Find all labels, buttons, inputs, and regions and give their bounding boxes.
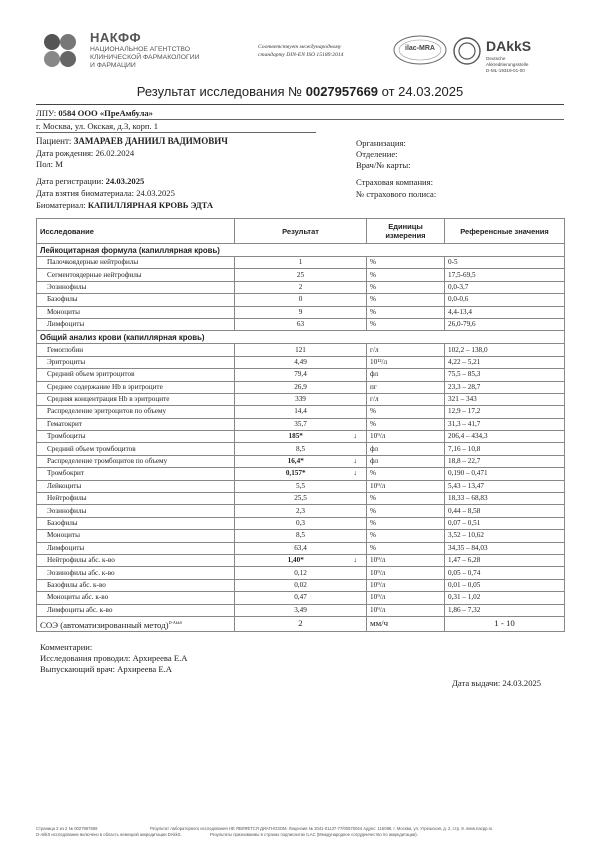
sex-line <box>36 159 63 169</box>
title-prefix: Результат исследования № <box>136 84 303 99</box>
table-row <box>37 455 565 467</box>
test-result: 5,5 <box>296 481 305 490</box>
test-name: Средняя концентрация Hb в эритроците <box>37 393 235 405</box>
esr-result: 2 <box>235 616 367 631</box>
test-name: Нейтрофилы абс. к-во <box>37 554 235 566</box>
bio-label: Биоматериал: <box>36 200 86 210</box>
col-units <box>367 219 445 244</box>
test-ref: 0,44 – 8,58 <box>445 505 565 517</box>
test-units: 10⁹/л <box>367 567 445 579</box>
esr-units: мм/ч <box>367 616 445 631</box>
test-name: Сегментоядерные нейтрофилы <box>37 269 235 281</box>
table-row <box>37 468 565 480</box>
footer-mark-line <box>36 832 182 837</box>
test-name: Средний объем эритроцитов <box>37 369 235 381</box>
test-ref: 4,22 – 5,21 <box>445 356 565 368</box>
birth-line <box>36 148 134 158</box>
ilac-label: ilac-MRA <box>405 45 435 52</box>
test-units: % <box>367 281 445 293</box>
test-units: % <box>367 318 445 330</box>
test-name: Тромбокрит <box>37 468 235 480</box>
birth-value: 26.02.2024 <box>95 148 135 158</box>
test-result: 0 <box>298 295 303 304</box>
test-ref: 5,43 – 13,47 <box>445 480 565 492</box>
doctor-label: Выпускающий врач: <box>40 664 115 674</box>
section-row <box>37 331 565 344</box>
test-ref: 23,3 – 28,7 <box>445 381 565 393</box>
lpu-value: 0584 ООО «ПреАмбула» <box>58 108 153 118</box>
test-units: % <box>367 294 445 306</box>
test-name: Лимфоциты <box>37 318 235 330</box>
footer-page: Страница 2 из 2 № 0027957669 <box>36 826 98 831</box>
test-result-cell <box>235 356 367 368</box>
insurer-label: Страховая компания: <box>356 177 433 187</box>
footer-disclaimer2: Результаты признаваемы в странах подписантах ILAC (Международное сотрудничество по аккредитации). <box>210 832 418 837</box>
lpu-line <box>36 108 153 118</box>
test-units: 10⁹/л <box>367 579 445 591</box>
test-name: Лимфоциты абс. к-во <box>37 604 235 616</box>
conducted-value: Архиреева Е.А <box>132 653 188 663</box>
table-row <box>37 443 565 455</box>
test-ref: 0,0-3,7 <box>445 281 565 293</box>
test-units: % <box>367 257 445 269</box>
issue-line <box>452 678 541 688</box>
test-result-cell <box>235 318 367 330</box>
test-result: 4,49 <box>294 357 307 366</box>
reg-value: 24.03.2025 <box>105 176 145 186</box>
test-units: г/л <box>367 393 445 405</box>
test-result-cell <box>235 455 367 467</box>
test-result-cell <box>235 604 367 616</box>
test-ref: 0,07 – 0,51 <box>445 517 565 529</box>
conducted-label: Исследования проводил: <box>40 653 131 663</box>
test-name: Гемоглобин <box>37 344 235 356</box>
standard-line1: Соответствует международному <box>258 44 342 50</box>
test-units: г/л <box>367 344 445 356</box>
standard-line2: стандарту DIN-EN ISO 15189:2014 <box>258 52 344 58</box>
esr-name-cell <box>37 616 235 631</box>
table-row <box>37 542 565 554</box>
org-label: Организация: <box>356 138 406 148</box>
table-row <box>37 493 565 505</box>
test-ref: 18,8 – 22,7 <box>445 455 565 467</box>
test-result: 14,4 <box>294 407 307 416</box>
test-result-cell <box>235 369 367 381</box>
test-units: % <box>367 468 445 480</box>
test-ref: 321 – 343 <box>445 393 565 405</box>
table-row <box>37 418 565 430</box>
take-label: Дата взятия биоматериала: <box>36 188 135 198</box>
test-result: 9 <box>298 307 303 316</box>
title-divider <box>36 104 564 105</box>
doctor-line <box>40 664 172 674</box>
test-result-cell <box>235 281 367 293</box>
footer-disclaimer1: Результат лабораторного исследования НЕ ЯВЛЯЕТСЯ ДИАГНОЗОМ. Лицензия № 2041-01137-77/00570044 Адрес: 115088, г. Москва, ул. Угрешская, д. 2, стр. 8. www.nacpp.ru <box>150 826 493 831</box>
title-number: 0027957669 <box>305 84 379 99</box>
test-units: фл <box>367 455 445 467</box>
table-row <box>37 604 565 616</box>
test-result-cell <box>235 418 367 430</box>
page-title <box>0 84 600 99</box>
test-name: Моноциты <box>37 530 235 542</box>
test-result: 25,5 <box>294 494 307 503</box>
test-name: Эозинофилы <box>37 281 235 293</box>
test-result-cell <box>235 257 367 269</box>
lpu-divider <box>36 119 564 120</box>
test-result-cell <box>235 344 367 356</box>
col-result: Результат <box>235 219 367 244</box>
dakks-badge <box>452 36 482 66</box>
test-ref: 1,47 – 6,28 <box>445 554 565 566</box>
reg-line <box>36 176 144 186</box>
test-result: 1 <box>298 258 303 267</box>
test-result: 79,4 <box>294 370 307 379</box>
test-ref: 1,86 – 7,32 <box>445 604 565 616</box>
test-result: 0,47 <box>294 593 307 602</box>
test-result: 121 <box>295 345 306 354</box>
test-name: Лимфоциты <box>37 542 235 554</box>
test-name: Моноциты <box>37 306 235 318</box>
test-name: Тромбоциты <box>37 431 235 443</box>
table-row <box>37 554 565 566</box>
table-row <box>37 318 565 330</box>
table-row <box>37 306 565 318</box>
dakks-sub3: D-ML-19319-01-00 <box>486 68 525 73</box>
dept-label: Отделение: <box>356 149 398 159</box>
test-name: Нейтрофилы <box>37 493 235 505</box>
test-result: 0,02 <box>294 580 307 589</box>
table-row <box>37 567 565 579</box>
test-units: 10⁹/л <box>367 480 445 492</box>
org-abbr: НАКФФ <box>90 30 142 45</box>
arrow-down-icon: ↓ <box>353 432 357 441</box>
doctor-value: Архиреева Е.А <box>117 664 172 674</box>
test-result: 339 <box>295 395 306 404</box>
col-units-2: измерения <box>385 231 426 240</box>
test-name: Базофилы <box>37 517 235 529</box>
table-row <box>37 592 565 604</box>
table-body <box>37 244 565 632</box>
test-ref: 0,01 – 0,05 <box>445 579 565 591</box>
test-result: 63 <box>296 320 305 329</box>
table-row <box>37 269 565 281</box>
test-units: 10⁹/л <box>367 554 445 566</box>
test-units: 10⁹/л <box>367 592 445 604</box>
test-name: Среднее содержание Hb в эритроците <box>37 381 235 393</box>
policy-label: № страхового полиса: <box>356 189 437 199</box>
footer-mark-text: исследование включено в область немецкой аккредитации DAkkS. <box>51 832 182 837</box>
ilac-badge <box>392 34 448 66</box>
test-result: 0,157* <box>285 469 306 478</box>
patient-name: ЗАМАРАЕВ ДАНИИЛ ВАДИМОВИЧ <box>73 136 228 146</box>
test-result-cell <box>235 431 367 443</box>
test-result: 2 <box>298 282 303 291</box>
test-ref: 7,16 – 10,8 <box>445 443 565 455</box>
test-units: фл <box>367 443 445 455</box>
test-ref: 206,4 – 434,3 <box>445 431 565 443</box>
test-result-cell <box>235 517 367 529</box>
dakks-sub2: Akkreditierungsstelle <box>486 62 529 67</box>
table-row <box>37 505 565 517</box>
test-ref: 3,52 – 10,62 <box>445 530 565 542</box>
table-header <box>37 219 565 244</box>
table-row <box>37 406 565 418</box>
test-result-cell <box>235 294 367 306</box>
test-result-cell <box>235 480 367 492</box>
table-row <box>37 294 565 306</box>
issue-value: 24.03.2025 <box>502 678 542 688</box>
section-title: Общий анализ крови (капиллярная кровь) <box>37 331 565 344</box>
test-ref: 17,5-69,5 <box>445 269 565 281</box>
arrow-down-icon: ↓ <box>353 457 357 466</box>
section-row <box>37 244 565 257</box>
test-units: % <box>367 406 445 418</box>
col-ref: Референсные значения <box>445 219 565 244</box>
table-row <box>37 344 565 356</box>
dakks-sub1: Deutsche <box>486 56 506 61</box>
test-result: 3,49 <box>294 605 307 614</box>
esr-ref: 1 - 10 <box>445 616 565 631</box>
test-result: 25 <box>296 270 305 279</box>
table-row <box>37 579 565 591</box>
test-name: Распределение эритроцитов по объему <box>37 406 235 418</box>
test-result-cell <box>235 406 367 418</box>
test-ref: 18,33 – 68,83 <box>445 493 565 505</box>
test-result: 26,9 <box>294 382 307 391</box>
test-name: Эритроциты <box>37 356 235 368</box>
test-units: фл <box>367 369 445 381</box>
test-name: Моноциты абс. к-во <box>37 592 235 604</box>
comments-label: Комментарии: <box>40 642 93 652</box>
issue-label: Дата выдачи: <box>452 678 501 688</box>
table-row <box>37 517 565 529</box>
take-value: 24.03.2025 <box>136 188 175 198</box>
table-row <box>37 480 565 492</box>
bio-value: КАПИЛЛЯРНАЯ КРОВЬ ЭДТА <box>87 200 214 210</box>
test-name: Палочкоядерные нейтрофилы <box>37 257 235 269</box>
test-units: 10⁹/л <box>367 604 445 616</box>
test-units: % <box>367 418 445 430</box>
test-ref: 12,9 – 17,2 <box>445 406 565 418</box>
sex-value: М <box>55 159 63 169</box>
org-line3: И ФАРМАЦИИ <box>90 62 136 69</box>
arrow-down-icon: ↓ <box>353 556 357 565</box>
test-result: 0,3 <box>296 519 305 527</box>
test-units: % <box>367 505 445 517</box>
nakff-logo <box>40 32 88 72</box>
conducted-line <box>40 653 187 663</box>
test-result-cell <box>235 443 367 455</box>
card-label: Врач/№ карты: <box>356 160 411 170</box>
test-ref: 4,4-13,4 <box>445 306 565 318</box>
test-ref: 0,190 – 0,471 <box>445 468 565 480</box>
test-result: 8,5 <box>296 444 305 453</box>
test-units: % <box>367 530 445 542</box>
esr-row <box>37 616 565 631</box>
test-result: 35,7 <box>294 419 307 428</box>
results-table <box>36 218 565 632</box>
test-result-cell <box>235 567 367 579</box>
test-name: Эозинофилы <box>37 505 235 517</box>
test-units: % <box>367 493 445 505</box>
test-units: 10⁹/л <box>367 431 445 443</box>
dakks-label: DAkkS <box>486 38 532 54</box>
address-divider <box>36 132 316 133</box>
esr-sup: D-AkkS <box>168 619 182 625</box>
test-result-cell <box>235 393 367 405</box>
test-result: 1,40* <box>287 556 304 565</box>
table-row <box>37 431 565 443</box>
col-test: Исследование <box>37 219 235 244</box>
test-ref: 75,5 – 85,3 <box>445 369 565 381</box>
test-result-cell <box>235 306 367 318</box>
table-row <box>37 530 565 542</box>
arrow-down-icon: ↓ <box>353 469 357 478</box>
birth-label: Дата рождения: <box>36 148 94 158</box>
table-row <box>37 369 565 381</box>
test-result: 16,4* <box>287 457 304 466</box>
test-units: пг <box>367 381 445 393</box>
lpu-address: г. Москва, ул. Окская, д.3, корп. 1 <box>36 121 159 131</box>
table-row <box>37 381 565 393</box>
table-row <box>37 281 565 293</box>
test-name: Базофилы абс. к-во <box>37 579 235 591</box>
reg-label: Дата регистрации: <box>36 176 104 186</box>
footer-mark: D-AkkS <box>36 832 51 837</box>
test-result-cell <box>235 554 367 566</box>
test-result-cell <box>235 505 367 517</box>
col-units-1: Единицы <box>388 222 423 231</box>
org-line1: НАЦИОНАЛЬНОЕ АГЕНТСТВО <box>90 46 191 53</box>
section-title: Лейкоцитарная формула (капиллярная кровь) <box>37 244 565 257</box>
test-ref: 0,05 – 0,74 <box>445 567 565 579</box>
test-result-cell <box>235 381 367 393</box>
test-ref: 102,2 – 138,0 <box>445 344 565 356</box>
test-name: Средний объем тромбоцитов <box>37 443 235 455</box>
table-row <box>37 393 565 405</box>
test-ref: 34,35 – 84,03 <box>445 542 565 554</box>
test-result: 185* <box>288 432 303 441</box>
test-ref: 0,0-0,6 <box>445 294 565 306</box>
org-line2: КЛИНИЧЕСКОЙ ФАРМАКОЛОГИИ <box>90 54 200 61</box>
bio-line <box>36 200 213 210</box>
test-result-cell <box>235 468 367 480</box>
table-row <box>37 257 565 269</box>
test-result-cell <box>235 493 367 505</box>
test-units: 10¹²/л <box>367 356 445 368</box>
test-name: Распределение тромбоцитов по объему <box>37 455 235 467</box>
test-result: 0,12 <box>294 568 307 577</box>
test-ref: 31,3 – 41,7 <box>445 418 565 430</box>
test-result-cell <box>235 579 367 591</box>
sex-label: Пол: <box>36 159 54 169</box>
esr-name: СОЭ (автоматизированный метод) <box>40 619 169 630</box>
test-name: Гематокрит <box>37 418 235 430</box>
test-units: % <box>367 269 445 281</box>
test-units: % <box>367 517 445 529</box>
title-suffix: от 24.03.2025 <box>381 84 464 99</box>
test-units: % <box>367 306 445 318</box>
test-name: Базофилы <box>37 294 235 306</box>
test-result-cell <box>235 269 367 281</box>
test-result: 63,4 <box>294 543 307 552</box>
test-result-cell <box>235 530 367 542</box>
test-name: Лейкоциты <box>37 480 235 492</box>
test-units: % <box>367 542 445 554</box>
test-result-cell <box>235 542 367 554</box>
test-ref: 26,0-79,6 <box>445 318 565 330</box>
patient-name-label: Пациент: <box>36 136 72 146</box>
test-result: 8,5 <box>296 531 305 540</box>
test-ref: 0-5 <box>445 257 565 269</box>
take-line <box>36 188 175 198</box>
patient-name-line <box>36 136 228 146</box>
test-ref: 0,31 – 1,02 <box>445 592 565 604</box>
test-result: 2,3 <box>296 506 305 515</box>
test-name: Эозинофилы абс. к-во <box>37 567 235 579</box>
table-row <box>37 356 565 368</box>
lpu-label: ЛПУ: <box>36 108 57 118</box>
test-result-cell <box>235 592 367 604</box>
